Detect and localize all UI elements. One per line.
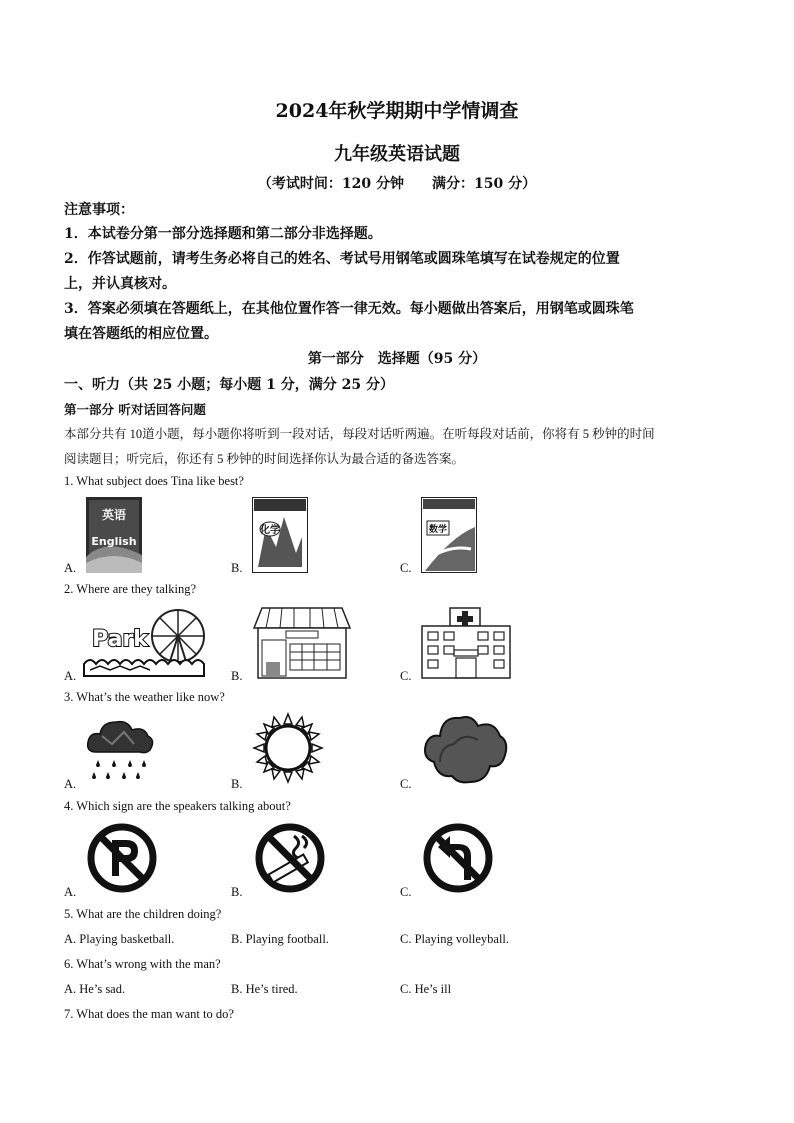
- q5-option-c: C. Playing volleyball.: [400, 932, 510, 946]
- no-left-turn-sign-icon: [422, 822, 494, 894]
- q1-a-text-top: 英语: [101, 508, 127, 522]
- question-6: 6. What’s wrong with the man?: [64, 957, 221, 971]
- listening-section-heading: 一、听力（共 25 小题；每小题 1 分，满分 25 分）: [64, 377, 394, 393]
- q6-option-a: A. He’s sad.: [64, 982, 126, 996]
- note-item-2-cont: 上，并认真核对。: [64, 276, 176, 292]
- q3-option-a-letter: A.: [64, 777, 77, 791]
- question-3: 3. What’s the weather like now?: [64, 690, 225, 704]
- q1-a-text-bottom: English: [91, 535, 137, 548]
- exam-title: 2024年秋学期期中学情调查: [275, 100, 519, 122]
- park-image: [80, 604, 210, 680]
- cloud-icon: [420, 712, 510, 786]
- no-parking-sign-icon: [86, 822, 158, 894]
- question-5: 5. What are the children doing?: [64, 907, 222, 921]
- q5-option-a: A. Playing basketball.: [64, 932, 175, 946]
- chemistry-book-image: [252, 497, 308, 573]
- sun-icon: [252, 712, 324, 784]
- q6-option-b: B. He’s tired.: [231, 982, 298, 996]
- question-7: 7. What does the man want to do?: [64, 1007, 234, 1021]
- q4-option-a-letter: A.: [64, 885, 77, 899]
- q6-option-c: C. He’s ill: [400, 982, 452, 996]
- question-4: 4. Which sign are the speakers talking about?: [64, 799, 291, 813]
- instruction-line-2: 阅读题目；听完后，你还有 5 秒钟的时间选择你认为最合适的备选答案。: [64, 452, 465, 466]
- q1-c-text: 数学: [428, 525, 448, 535]
- exam-subtitle: 九年级英语试题: [334, 144, 460, 165]
- math-book-image: [421, 497, 477, 573]
- no-smoking-sign-icon: [254, 822, 326, 894]
- q1-option-b-letter: B.: [231, 561, 243, 575]
- q3-option-b-letter: B.: [231, 777, 243, 791]
- question-2: 2. Where are they talking?: [64, 582, 197, 596]
- q4-option-c-letter: C.: [400, 885, 412, 899]
- exam-meta: （考试时间：120 分钟 满分：150 分）: [257, 176, 537, 192]
- question-1: 1. What subject does Tina like best?: [64, 474, 244, 488]
- english-book-image: [86, 497, 142, 573]
- note-item-1: 1．本试卷分第一部分选择题和第二部分非选择题。: [64, 226, 382, 242]
- shop-image: [252, 604, 352, 680]
- q1-option-a-letter: A.: [64, 561, 77, 575]
- q2-option-b-letter: B.: [231, 669, 243, 683]
- q1-b-text: 化学: [260, 525, 280, 536]
- hospital-image: [420, 606, 512, 680]
- q5-option-b: B. Playing football.: [231, 932, 329, 946]
- q2-option-c-letter: C.: [400, 669, 412, 683]
- q2-option-a-letter: A.: [64, 669, 77, 683]
- notes-heading: 注意事项：: [64, 202, 134, 218]
- part1-heading: 第一部分 选择题（95 分）: [307, 351, 487, 367]
- q1-option-c-letter: C.: [400, 561, 412, 575]
- note-item-3: 3．答案必须填在答题纸上，在其他位置作答一律无效。每小题做出答案后，用钢笔或圆珠笔: [64, 301, 634, 317]
- note-item-3-cont: 填在答题纸的相应位置。: [64, 326, 218, 342]
- q4-option-b-letter: B.: [231, 885, 243, 899]
- instruction-line-1: 本部分共有 10道小题，每小题你将听到一段对话，每段对话听两遍。在听每段对话前，你将有 5 秒钟的时间: [64, 427, 655, 441]
- q3-option-c-letter: C.: [400, 777, 412, 791]
- rain-cloud-icon: [84, 714, 156, 784]
- note-item-2: 2．作答试题前，请考生务必将自己的姓名、考试号用钢笔或圆珠笔填写在试卷规定的位置: [64, 251, 620, 267]
- q2-a-text: Park: [92, 627, 148, 652]
- listening-subsection: 第一部分 听对话回答问题: [64, 402, 206, 417]
